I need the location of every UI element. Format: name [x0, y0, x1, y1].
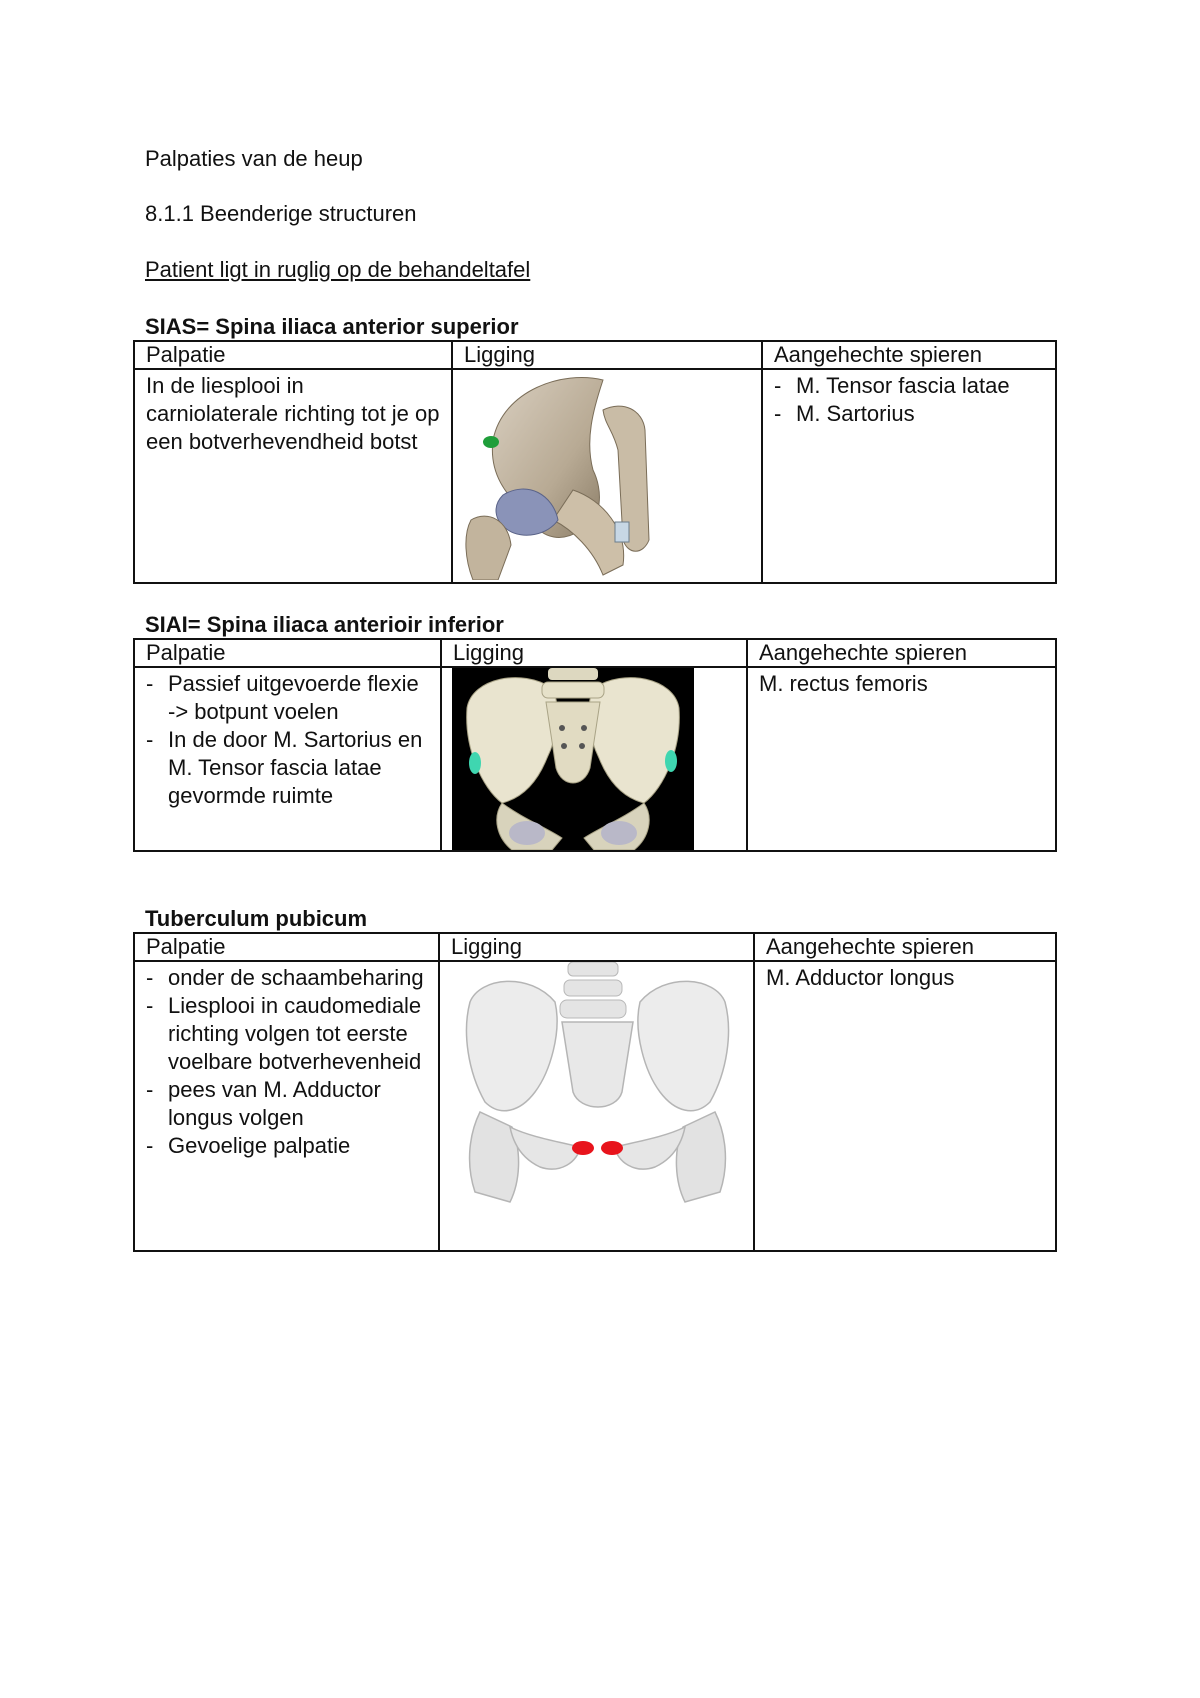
sias-table: [133, 340, 1057, 584]
tuberculum-header-location: Ligging: [439, 933, 754, 961]
siai-palpation-cell: [134, 667, 441, 851]
sias-palpation-text: In de liesplooi in carniolaterale richting tot je op een botverhevendheid botst: [146, 373, 440, 454]
siai-location-cell: [441, 667, 747, 851]
sias-heading: SIAS= Spina iliaca anterior superior: [145, 314, 519, 339]
list-item: - Passief uitgevoerde flexie -> botpunt voelen: [146, 670, 429, 726]
sias-header-muscles: Aangehechte spieren: [762, 341, 1056, 369]
list-item: - In de door M. Sartorius en M. Tensor fascia latae gevormde ruimte: [146, 726, 429, 810]
tuberculum-table: [133, 932, 1057, 1252]
pelvis-front-black-illustration: [442, 668, 747, 850]
sias-header-palpation: Palpatie: [134, 341, 452, 369]
siai-header-location: Ligging: [441, 639, 747, 667]
sias-header-location: Ligging: [452, 341, 762, 369]
list-item: - Liesplooi in caudomediale richting volgen tot eerste voelbare botverhevenheid: [146, 992, 427, 1076]
tuberculum-muscles-text: M. Adductor longus: [766, 965, 955, 990]
list-item: - M. Tensor fascia latae: [774, 372, 1044, 400]
sias-muscle-list: [774, 372, 1044, 428]
tuberculum-heading: Tuberculum pubicum: [145, 906, 368, 931]
hip-bone-lateral-illustration: [453, 370, 762, 580]
sias-palpation-cell: [134, 369, 452, 583]
siai-landmark-marker-left: [469, 752, 481, 774]
tuberculum-landmark-marker-right: [601, 1141, 623, 1155]
list-item: - onder de schaambeharing: [146, 964, 427, 992]
siai-header-muscles: Aangehechte spieren: [747, 639, 1056, 667]
siai-muscles-text: M. rectus femoris: [759, 671, 928, 696]
pelvis-front-white-illustration: [440, 962, 754, 1212]
siai-landmark-marker-right: [665, 750, 677, 772]
sias-landmark-marker: [483, 436, 499, 448]
tuberculum-header-palpation: Palpatie: [134, 933, 439, 961]
siai-table: [133, 638, 1057, 852]
tuberculum-muscles-cell: [754, 961, 1056, 1251]
siai-muscles-cell: [747, 667, 1056, 851]
list-item: - pees van M. Adductor longus volgen: [146, 1076, 427, 1132]
siai-header-palpation: Palpatie: [134, 639, 441, 667]
siai-heading: SIAI= Spina iliaca anterioir inferior: [145, 612, 504, 637]
section-number-title: 8.1.1 Beenderige structuren: [145, 201, 417, 226]
list-item: - Gevoelige palpatie: [146, 1132, 427, 1160]
tuberculum-location-cell: [439, 961, 754, 1251]
tuberculum-palpation-cell: [134, 961, 439, 1251]
siai-palpation-list: [146, 670, 429, 810]
tuberculum-header-muscles: Aangehechte spieren: [754, 933, 1056, 961]
tuberculum-landmark-marker-left: [572, 1141, 594, 1155]
list-item: - M. Sartorius: [774, 400, 1044, 428]
document-title: Palpaties van de heup: [145, 146, 363, 171]
tuberculum-palpation-list: [146, 964, 427, 1160]
sias-location-cell: [452, 369, 762, 583]
patient-position-note: Patient ligt in ruglig op de behandeltafel: [145, 257, 531, 282]
sias-muscles-cell: [762, 369, 1056, 583]
